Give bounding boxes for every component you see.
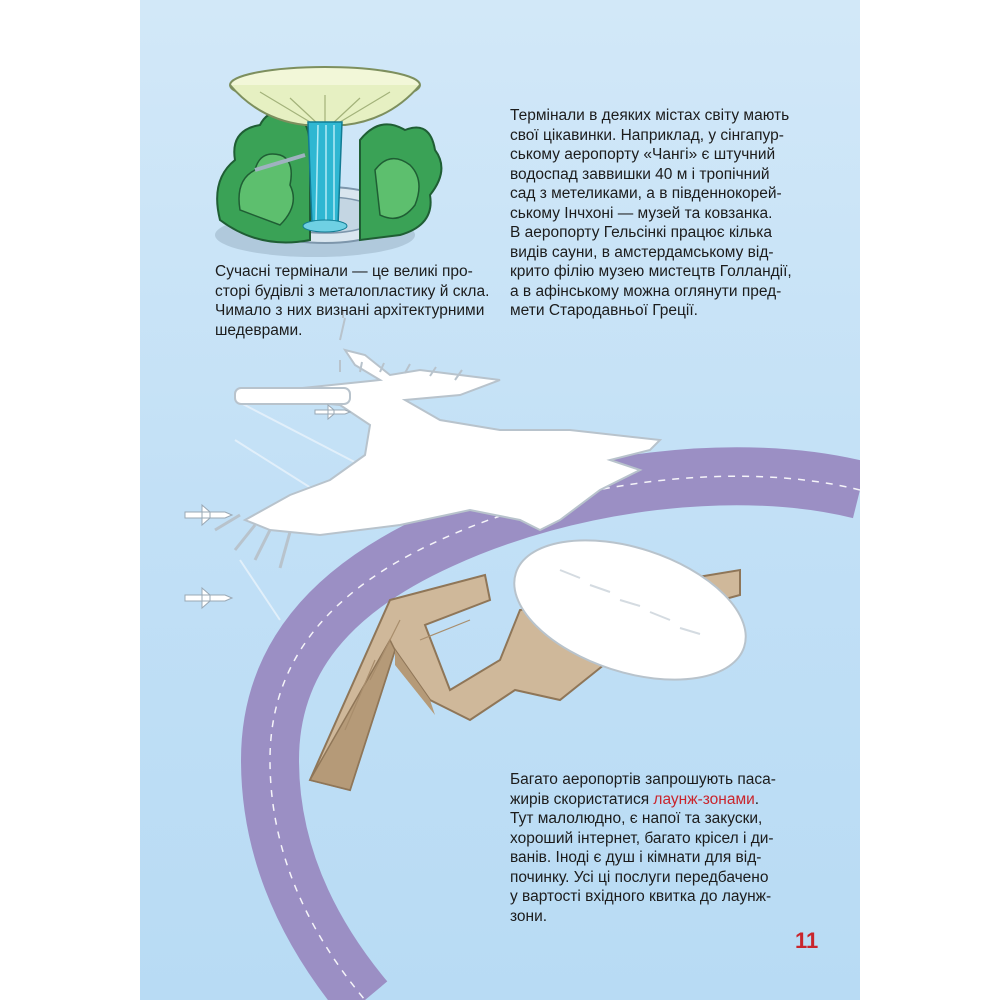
text-line: видів сауни, в амстердамському від-: [510, 243, 774, 261]
text-line: свої цікавинки. Наприклад, у сінгапур-: [510, 126, 784, 144]
text-line: хороший інтернет, багато крісел і ди-: [510, 829, 774, 847]
text-line: ському Інчхоні — музей та ковзанка.: [510, 204, 773, 222]
paragraph-terminal-curiosities: [510, 106, 840, 321]
text-line: ському аеропорту «Чангі» є штучний: [510, 146, 776, 163]
text-line: крито філію музею мистецтв Голландії,: [510, 263, 792, 280]
text-line: [510, 790, 840, 810]
text-line: Багато аеропортів запрошують паса-: [510, 771, 776, 788]
page-number: 11: [795, 928, 819, 953]
text-line: сад з метеликами, а в південнокорей-: [510, 185, 782, 202]
text-line: Тут малолюдно, є напої та закуски,: [510, 810, 763, 827]
text-line: Термінали в деяких містах світу мають: [510, 107, 790, 124]
paragraph-lounge-zones: [510, 770, 840, 926]
text-line: Сучасні термінали — це великі про-: [215, 263, 473, 280]
text-segment: жирів скористатися: [510, 790, 654, 808]
paragraph-modern-terminals: [215, 262, 515, 340]
text-line: у вартості вхідного квитка до лаунж-: [510, 888, 772, 905]
lounge-zones-term: лаунж-зонами: [653, 790, 755, 808]
text-line: Чимало з них визнані архітектурними: [215, 302, 485, 319]
text-line: водоспад заввишки 40 м і тропічний: [510, 165, 770, 183]
text-line: зони.: [510, 907, 548, 925]
indoor-waterfall-illustration: [215, 67, 441, 257]
text-line: а в афінському можна оглянути пред-: [510, 282, 782, 300]
text-line: сторі будівлі з металопластику й скла.: [215, 282, 490, 300]
text-line: починку. Усі ці послуги передбачено: [510, 868, 769, 886]
text-line: ванів. Іноді є душ і кімнати для від-: [510, 849, 762, 866]
text-line: В аеропорту Гельсінкі працює кілька: [510, 224, 773, 241]
text-line: шедеврами.: [215, 321, 303, 339]
text-line: мети Стародавньої Греції.: [510, 302, 698, 319]
book-page: [140, 0, 860, 1000]
text-segment: .: [754, 790, 760, 808]
